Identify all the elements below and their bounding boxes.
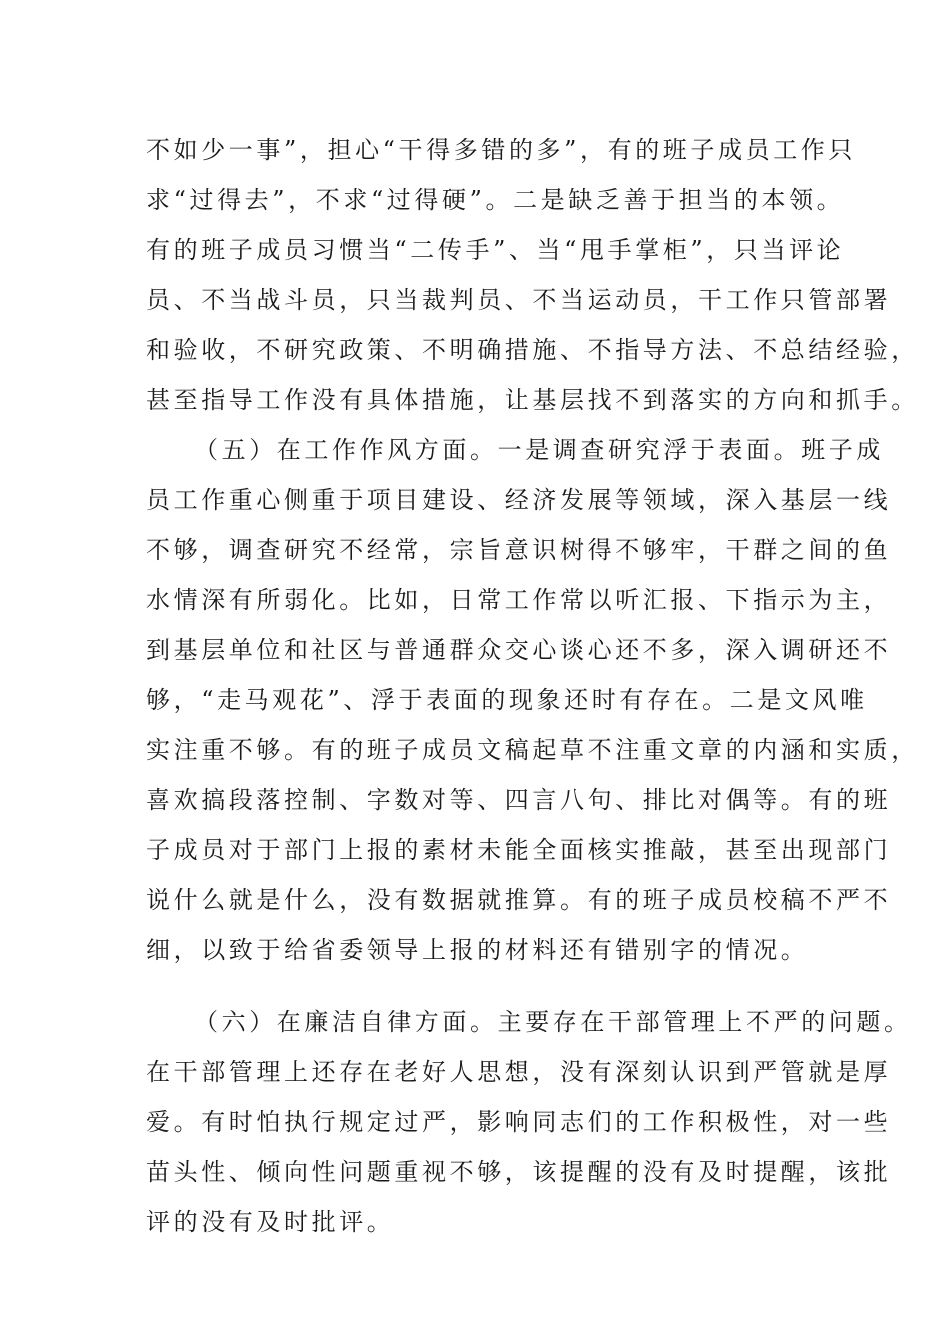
text-line: 不如少一事”，担心“干得多错的多”，有的班子成员工作只 (146, 136, 857, 164)
text-line: 苗头性、倾向性问题重视不够，该提醒的没有及时提醒，该批 (146, 1158, 892, 1186)
text-line: 有的班子成员习惯当“二传手”、当“甩手掌柜”，只当评论 (146, 236, 845, 264)
text-line: 细，以致于给省委领导上报的材料还有错别字的情况。 (146, 936, 809, 964)
text-line: 爱。有时怕执行规定过严，影响同志们的工作积极性，对一些 (146, 1108, 892, 1136)
text-line: 子成员对于部门上报的素材未能全面核实推敲，甚至出现部门 (146, 836, 892, 864)
text-line: 到基层单位和社区与普通群众交心谈心还不多，深入调研还不 (146, 636, 892, 664)
text-line: 说什么就是什么，没有数据就推算。有的班子成员校稿不严不 (146, 886, 892, 914)
text-line: 求“过得去”，不求“过得硬”。二是缺乏善于担当的本领。 (146, 186, 845, 214)
text-line: 员、不当战斗员，只当裁判员、不当运动员，干工作只管部署 (146, 286, 892, 314)
text-line: 在干部管理上还存在老好人思想，没有深刻认识到严管就是厚 (146, 1058, 892, 1086)
text-line: 不够，调查研究不经常，宗旨意识树得不够牢，干群之间的鱼 (146, 536, 892, 564)
text-line: 实注重不够。有的班子成员文稿起草不注重文章的内涵和实质， (146, 736, 919, 764)
paragraph-heading-line: （五）在工作作风方面。一是调查研究浮于表面。班子成 (194, 436, 884, 464)
text-line: 水情深有所弱化。比如，日常工作常以听汇报、下指示为主， (146, 586, 892, 614)
text-line: 和验收，不研究政策、不明确措施、不指导方法、不总结经验， (146, 336, 919, 364)
text-line: 评的没有及时批评。 (146, 1208, 395, 1236)
text-line: 甚至指导工作没有具体措施，让基层找不到落实的方向和抓手。 (146, 386, 919, 414)
text-line: 员工作重心侧重于项目建设、经济发展等领域，深入基层一线 (146, 486, 892, 514)
paragraph-heading-line: （六）在廉洁自律方面。主要存在干部管理上不严的问题。 (194, 1008, 912, 1036)
text-line: 够，“走马观花”、浮于表面的现象还时有存在。二是文风唯 (146, 686, 868, 714)
text-line: 喜欢搞段落控制、字数对等、四言八句、排比对偶等。有的班 (146, 786, 892, 814)
